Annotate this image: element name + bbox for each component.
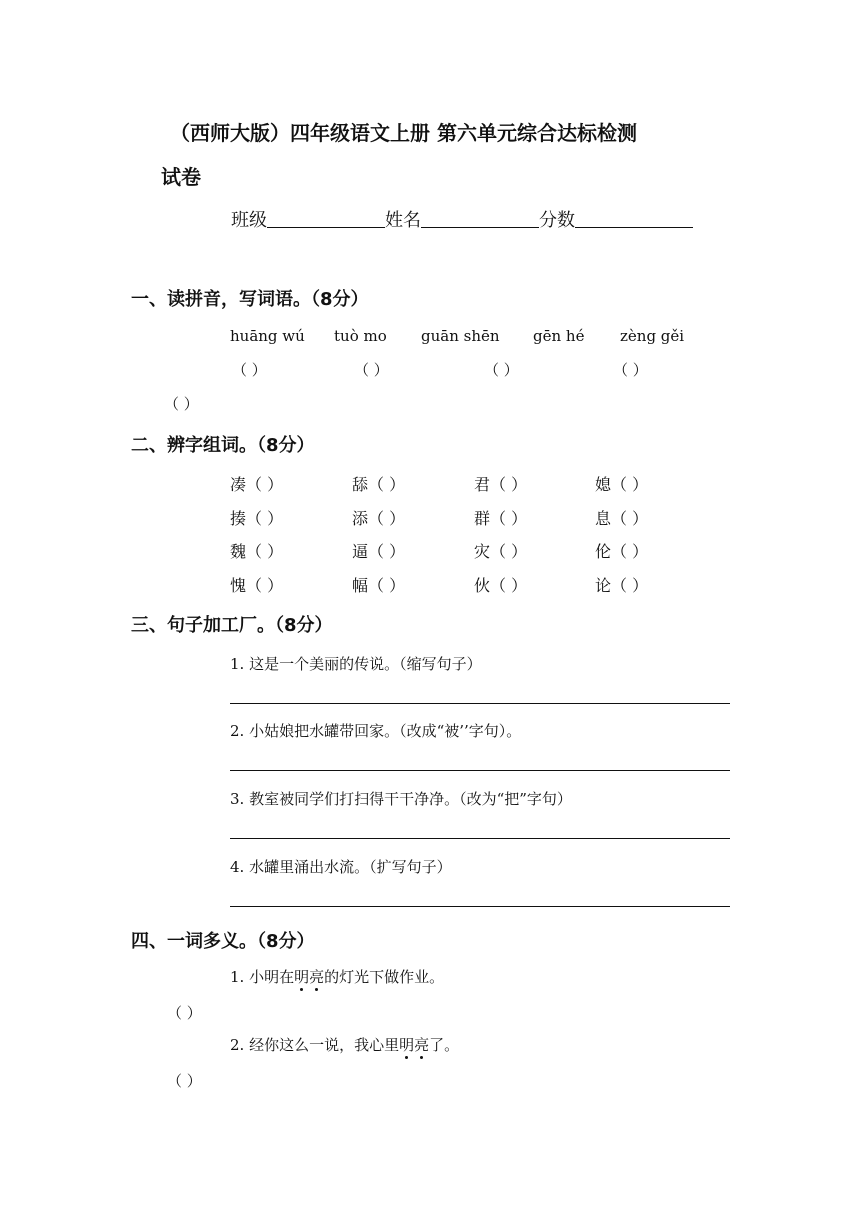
name-blank[interactable]	[421, 209, 539, 228]
answer-bracket-4[interactable]: （ ）	[613, 361, 648, 379]
char-cell[interactable]: 息（ ）	[595, 509, 649, 528]
char-cell[interactable]: 灾（ ）	[474, 542, 528, 561]
char-cell[interactable]: 凑（ ）	[230, 475, 284, 494]
section-heading-1: 一、读拼音，写词语。（8分）	[131, 289, 369, 310]
answer-line-4[interactable]	[230, 906, 730, 907]
answer-bracket-2[interactable]: （ ）	[354, 361, 389, 379]
pinyin-2: tuò mo	[334, 327, 387, 345]
answer-line-1[interactable]	[230, 703, 730, 704]
char-cell[interactable]: 舔（ ）	[352, 475, 406, 494]
char-cell[interactable]: 魏（ ）	[230, 542, 284, 561]
sentence-text: 2. 经你这么一说，我心里	[230, 1036, 400, 1054]
char-cell[interactable]: 逼（ ）	[352, 542, 406, 561]
char-cell[interactable]: 伦（ ）	[595, 542, 649, 561]
polysemy-sentence-2	[230, 1034, 459, 1055]
emphasized-char: 亮	[309, 968, 325, 986]
emphasized-char: 明	[399, 1036, 415, 1054]
score-blank[interactable]	[575, 209, 693, 228]
polysemy-sentence-1	[230, 966, 444, 987]
pinyin-4: gēn hé	[533, 327, 585, 345]
char-cell[interactable]: 群（ ）	[474, 509, 528, 528]
char-cell[interactable]: 添（ ）	[352, 509, 406, 528]
pinyin-3: guān shēn	[421, 327, 500, 345]
section-heading-4: 四、一词多义。（8分）	[131, 931, 315, 952]
sentence-text: 1. 小明在	[230, 968, 295, 986]
sentence-item-1: 1. 这是一个美丽的传说。（缩写句子）	[230, 655, 482, 673]
sentence-text: 了。	[429, 1036, 460, 1054]
info-line	[231, 206, 693, 232]
answer-bracket-3[interactable]: （ ）	[484, 361, 519, 379]
answer-bracket-5[interactable]: （ ）	[164, 395, 199, 413]
emphasized-char: 明	[294, 968, 310, 986]
pinyin-1: huāng wú	[230, 327, 305, 345]
score-label: 分数	[539, 210, 575, 231]
page-title-continued: 试卷	[161, 165, 201, 189]
char-cell[interactable]: 论（ ）	[595, 576, 649, 595]
sentence-item-3: 3. 教室被同学们打扫得干干净净。（改为“把”字句）	[230, 790, 572, 808]
class-blank[interactable]	[267, 209, 385, 228]
char-cell[interactable]: 愧（ ）	[230, 576, 284, 595]
char-cell[interactable]: 媳（ ）	[595, 475, 649, 494]
char-cell[interactable]: 揍（ ）	[230, 509, 284, 528]
page-title: （西师大版）四年级语文上册 第六单元综合达标检测	[170, 121, 637, 145]
sentence-item-4: 4. 水罐里涌出水流。（扩写句子）	[230, 858, 452, 876]
char-cell[interactable]: 君（ ）	[474, 475, 528, 494]
section-heading-2: 二、辨字组词。（8分）	[131, 435, 315, 456]
class-label: 班级	[231, 210, 267, 231]
name-label: 姓名	[385, 210, 421, 231]
answer-line-2[interactable]	[230, 770, 730, 771]
answer-line-3[interactable]	[230, 838, 730, 839]
char-cell[interactable]: 幅（ ）	[352, 576, 406, 595]
answer-bracket-meaning-2[interactable]: （ ）	[167, 1072, 202, 1090]
section-heading-3: 三、句子加工厂。（8分）	[131, 615, 333, 636]
answer-bracket-meaning-1[interactable]: （ ）	[167, 1004, 202, 1022]
pinyin-5: zèng gěi	[620, 327, 685, 345]
char-cell[interactable]: 伙（ ）	[474, 576, 528, 595]
emphasized-char: 亮	[414, 1036, 430, 1054]
sentence-text: 的灯光下做作业。	[324, 968, 445, 986]
sentence-item-2: 2. 小姑娘把水罐带回家。（改成“被’’字句）。	[230, 722, 522, 740]
answer-bracket-1[interactable]: （ ）	[232, 361, 267, 379]
